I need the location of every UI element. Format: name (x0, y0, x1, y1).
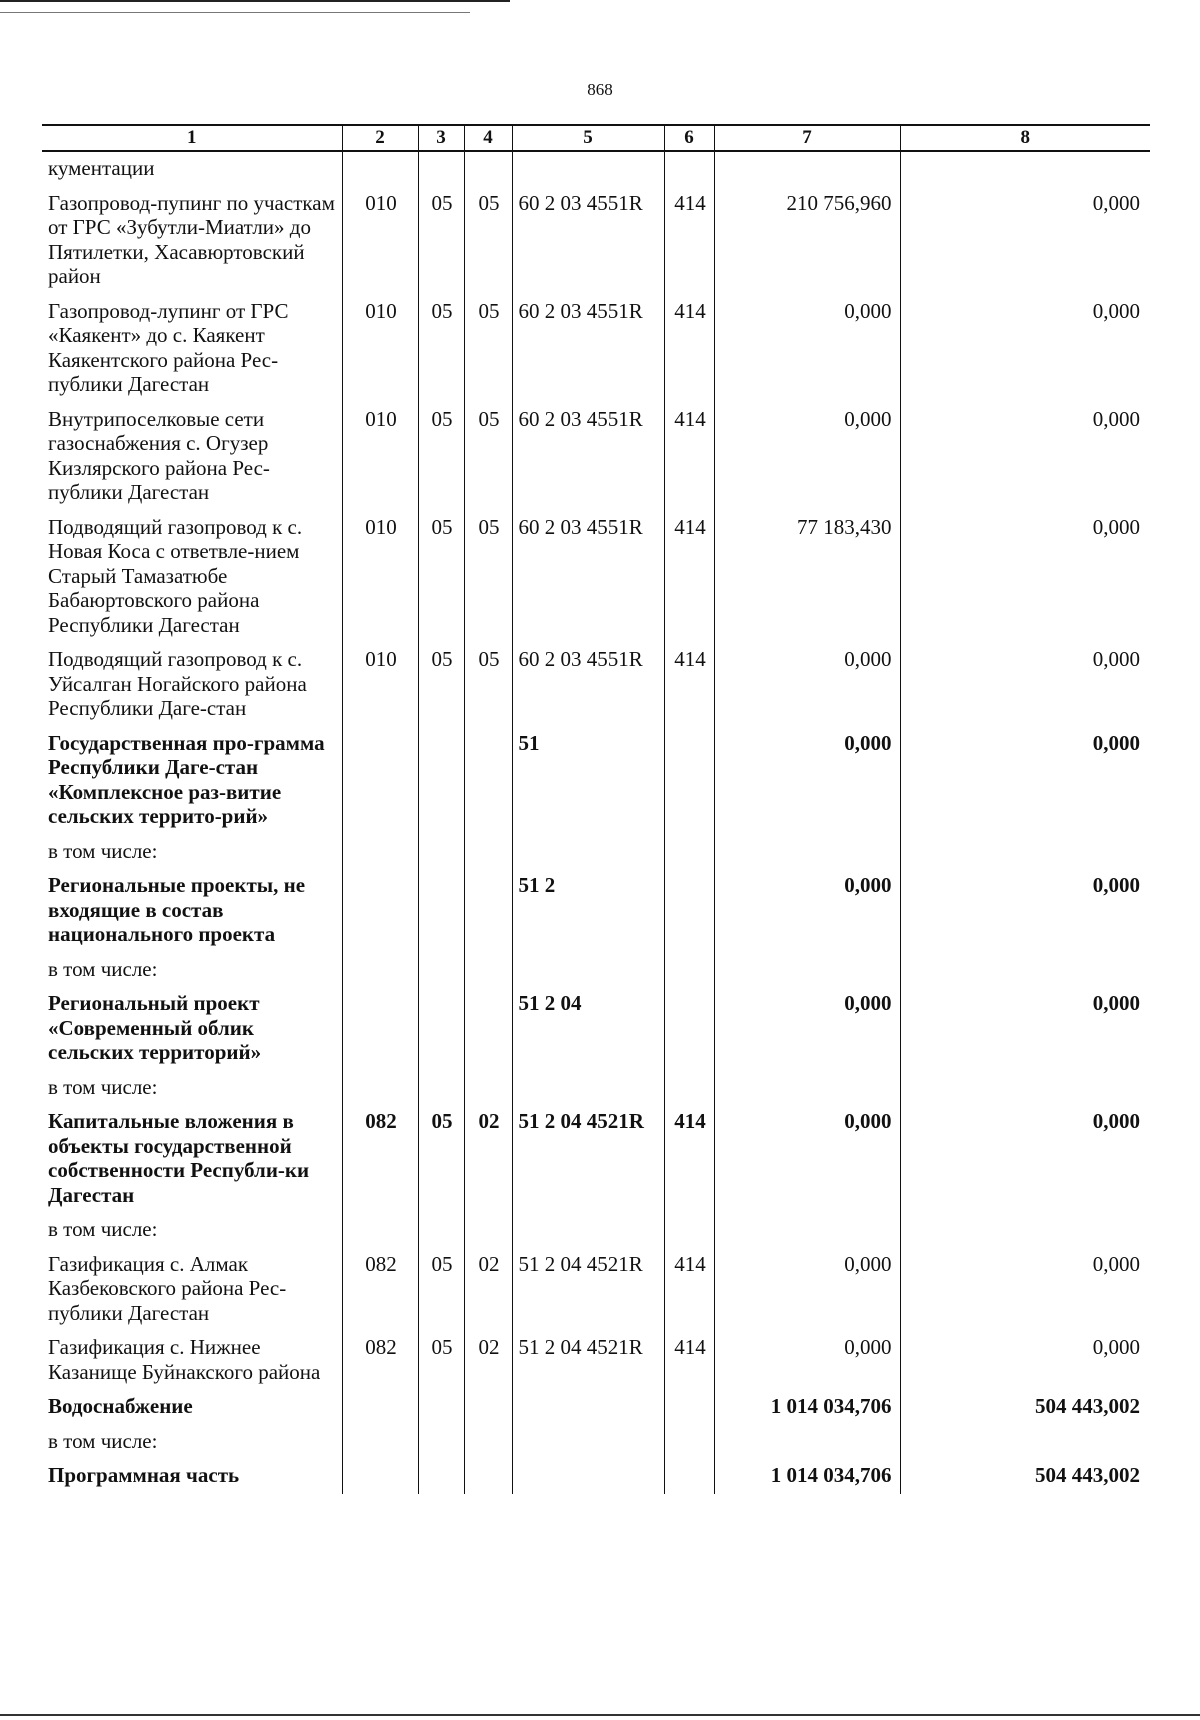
table-row (42, 1390, 1150, 1425)
row-name-cell: Подводящий газопровод к с. Новая Коса с ответвле-нием Старый Тамазатюбе Бабаюртовского района Республики Дагестан (48, 514, 303, 637)
col-2-cell (342, 1213, 418, 1248)
col-3-cell: 05 (418, 1105, 464, 1213)
col-4-cell: 05 (464, 403, 512, 511)
col-3-cell: 05 (418, 1331, 464, 1390)
col-7-cell: 0,000 (714, 643, 900, 727)
budget-table-container (42, 124, 1150, 1494)
col-6-cell (664, 727, 714, 835)
table-row (42, 403, 1150, 511)
row-name-cell: Внутрипоселковые сети газоснабжения с. Огузер Кизлярского района Рес-публики Дагестан (48, 406, 270, 504)
col-2-cell: 082 (342, 1331, 418, 1390)
col-3-cell (418, 869, 464, 953)
table-row (42, 1105, 1150, 1213)
col-2-cell (342, 953, 418, 988)
col-7-cell (714, 1071, 900, 1106)
scan-edge-line (0, 1714, 1200, 1716)
col-3-cell: 05 (418, 511, 464, 644)
col-3-cell (418, 987, 464, 1071)
col-6-cell: 414 (664, 295, 714, 403)
row-name-cell: Водоснабжение (48, 1394, 193, 1418)
page-number: 868 (587, 80, 613, 99)
col-8-cell: 504 443,002 (900, 1459, 1150, 1494)
col-3-cell (418, 151, 464, 187)
table-row (42, 295, 1150, 403)
col-6-cell (664, 953, 714, 988)
col-7-cell: 1 014 034,706 (714, 1459, 900, 1494)
header-col-3: 3 (418, 125, 464, 151)
table-row (42, 953, 1150, 988)
table-row (42, 727, 1150, 835)
col-7-cell: 210 756,960 (714, 187, 900, 295)
col-6-cell (664, 1459, 714, 1494)
row-name-cell: Региональные проекты, не входящие в состав национального проекта (48, 873, 306, 946)
col-8-cell: 0,000 (900, 727, 1150, 835)
col-3-cell: 05 (418, 403, 464, 511)
col-2-cell: 010 (342, 403, 418, 511)
col-4-cell (464, 987, 512, 1071)
col-2-cell (342, 1390, 418, 1425)
table-body (42, 151, 1150, 1494)
col-4-cell (464, 835, 512, 870)
col-3-cell (418, 1425, 464, 1460)
col-4-cell: 02 (464, 1105, 512, 1213)
row-name-cell: в том числе: (48, 1428, 158, 1453)
table-row (42, 987, 1150, 1071)
row-name-cell: в том числе: (48, 1217, 158, 1241)
col-8-cell: 0,000 (900, 187, 1150, 295)
col-2-cell: 082 (342, 1105, 418, 1213)
col-3-cell (418, 835, 464, 870)
col-2-cell: 010 (342, 643, 418, 727)
col-6-cell (664, 1213, 714, 1248)
col-8-cell: 0,000 (900, 1248, 1150, 1332)
table-row (42, 643, 1150, 727)
col-3-cell: 05 (418, 295, 464, 403)
table-row (42, 151, 1150, 187)
col-7-cell (714, 151, 900, 187)
col-5-cell: 60 2 03 4551R (512, 511, 664, 644)
col-5-cell (512, 151, 664, 187)
table-row (42, 1248, 1150, 1332)
col-6-cell: 414 (664, 1105, 714, 1213)
col-4-cell (464, 869, 512, 953)
col-7-cell (714, 1213, 900, 1248)
col-3-cell (418, 1213, 464, 1248)
col-4-cell (464, 1390, 512, 1425)
col-5-cell (512, 835, 664, 870)
col-8-cell: 0,000 (900, 403, 1150, 511)
row-name-cell: Газификация с. Нижнее Казанище Буйнакского района (48, 1335, 321, 1384)
row-name-cell: в том числе: (48, 838, 158, 863)
col-8-cell (900, 1425, 1150, 1460)
col-6-cell: 414 (664, 1248, 714, 1332)
col-7-cell: 0,000 (714, 727, 900, 835)
col-5-cell: 60 2 03 4551R (512, 643, 664, 727)
col-8-cell: 0,000 (900, 643, 1150, 727)
col-4-cell: 05 (464, 295, 512, 403)
col-2-cell (342, 869, 418, 953)
col-7-cell: 1 014 034,706 (714, 1390, 900, 1425)
col-5-cell: 60 2 03 4551R (512, 403, 664, 511)
col-7-cell (714, 953, 900, 988)
col-8-cell: 0,000 (900, 511, 1150, 644)
col-5-cell (512, 953, 664, 988)
col-6-cell (664, 1071, 714, 1106)
col-7-cell: 0,000 (714, 869, 900, 953)
col-6-cell (664, 987, 714, 1071)
col-5-cell (512, 1071, 664, 1106)
col-4-cell (464, 1071, 512, 1106)
row-name-cell: Подводящий газопровод к с. Уйсалган Ногайского района Республики Даге-стан (48, 647, 307, 720)
col-4-cell (464, 1213, 512, 1248)
row-name-cell: Капитальные вложения в объекты государственной собственности Республи-ки Дагестан (48, 1109, 310, 1207)
col-2-cell (342, 1425, 418, 1460)
col-4-cell: 05 (464, 511, 512, 644)
col-2-cell (342, 727, 418, 835)
col-3-cell: 05 (418, 1248, 464, 1332)
header-col-1: 1 (42, 125, 342, 151)
col-2-cell (342, 987, 418, 1071)
col-5-cell (512, 1390, 664, 1425)
col-5-cell (512, 1213, 664, 1248)
row-name-cell: Газификация с. Алмак Казбековского района Рес-публики Дагестан (48, 1251, 287, 1325)
col-7-cell: 0,000 (714, 1248, 900, 1332)
col-8-cell: 0,000 (900, 987, 1150, 1071)
col-8-cell: 0,000 (900, 1105, 1150, 1213)
col-4-cell (464, 1459, 512, 1494)
col-4-cell: 02 (464, 1248, 512, 1332)
col-8-cell: 0,000 (900, 869, 1150, 953)
header-col-7: 7 (714, 125, 900, 151)
col-8-cell (900, 1071, 1150, 1106)
col-8-cell (900, 1213, 1150, 1248)
col-3-cell: 05 (418, 643, 464, 727)
col-7-cell: 0,000 (714, 295, 900, 403)
table-row (42, 1459, 1150, 1494)
col-7-cell (714, 1425, 900, 1460)
col-5-cell (512, 1459, 664, 1494)
col-8-cell: 0,000 (900, 295, 1150, 403)
row-name-cell: в том числе: (48, 1074, 158, 1099)
header-col-8: 8 (900, 125, 1150, 151)
header-row (42, 125, 1150, 151)
col-5-cell: 51 2 04 4521R (512, 1105, 664, 1213)
col-8-cell: 504 443,002 (900, 1390, 1150, 1425)
scan-edge-line (0, 12, 470, 13)
col-4-cell (464, 1425, 512, 1460)
row-name-cell: Программная часть (48, 1463, 240, 1487)
col-7-cell: 0,000 (714, 987, 900, 1071)
col-4-cell: 05 (464, 643, 512, 727)
col-6-cell: 414 (664, 643, 714, 727)
col-4-cell (464, 953, 512, 988)
col-2-cell: 010 (342, 295, 418, 403)
col-4-cell (464, 727, 512, 835)
col-5-cell (512, 1425, 664, 1460)
col-7-cell: 77 183,430 (714, 511, 900, 644)
header-col-6: 6 (664, 125, 714, 151)
table-row (42, 1213, 1150, 1248)
col-2-cell (342, 151, 418, 187)
col-8-cell (900, 151, 1150, 187)
col-2-cell (342, 1071, 418, 1106)
col-6-cell (664, 151, 714, 187)
header-col-4: 4 (464, 125, 512, 151)
col-6-cell: 414 (664, 1331, 714, 1390)
col-6-cell (664, 869, 714, 953)
col-8-cell (900, 835, 1150, 870)
col-3-cell (418, 1071, 464, 1106)
col-7-cell: 0,000 (714, 1105, 900, 1213)
col-8-cell: 0,000 (900, 1331, 1150, 1390)
col-6-cell (664, 1390, 714, 1425)
col-3-cell (418, 1390, 464, 1425)
col-3-cell (418, 953, 464, 988)
col-7-cell: 0,000 (714, 1331, 900, 1390)
header-col-5: 5 (512, 125, 664, 151)
col-6-cell: 414 (664, 187, 714, 295)
col-6-cell (664, 1425, 714, 1460)
table-row (42, 835, 1150, 870)
col-2-cell: 082 (342, 1248, 418, 1332)
table-row (42, 1071, 1150, 1106)
col-3-cell (418, 727, 464, 835)
table-row (42, 511, 1150, 644)
col-3-cell (418, 1459, 464, 1494)
row-name-cell: Региональный проект «Современный облик сельских территорий» (48, 991, 262, 1064)
table-row (42, 1331, 1150, 1390)
col-2-cell: 010 (342, 187, 418, 295)
col-6-cell (664, 835, 714, 870)
row-name-cell: в том числе: (48, 956, 158, 981)
col-4-cell (464, 151, 512, 187)
col-5-cell: 60 2 03 4551R (512, 295, 664, 403)
scan-edge-line (0, 0, 510, 2)
col-4-cell: 05 (464, 187, 512, 295)
col-2-cell (342, 835, 418, 870)
header-col-2: 2 (342, 125, 418, 151)
col-5-cell: 51 2 04 4521R (512, 1248, 664, 1332)
col-4-cell: 02 (464, 1331, 512, 1390)
col-6-cell: 414 (664, 403, 714, 511)
row-name-cell: Газопровод-лупинг от ГРС «Каякент» до с. Каякент Каякентского района Рес-публики Дагестан (48, 298, 289, 396)
col-7-cell (714, 835, 900, 870)
col-5-cell: 51 2 (512, 869, 664, 953)
col-5-cell: 51 (512, 727, 664, 835)
col-5-cell: 51 2 04 (512, 987, 664, 1071)
col-2-cell: 010 (342, 511, 418, 644)
table-row (42, 869, 1150, 953)
col-7-cell: 0,000 (714, 403, 900, 511)
col-8-cell (900, 953, 1150, 988)
col-6-cell: 414 (664, 511, 714, 644)
row-name-cell: кументации (48, 156, 155, 180)
table-row (42, 187, 1150, 295)
table-row (42, 1425, 1150, 1460)
col-5-cell: 60 2 03 4551R (512, 187, 664, 295)
col-5-cell: 51 2 04 4521R (512, 1331, 664, 1390)
row-name-cell: Государственная про-грамма Республики Даге-стан «Комплексное раз-витие сельских террито-рий» (48, 730, 325, 828)
budget-table (42, 124, 1150, 1494)
row-name-cell: Газопровод-пупинг по участкам от ГРС «Зубутли-Миатли» до Пятилетки, Хасавюртовский район (48, 190, 335, 288)
col-2-cell (342, 1459, 418, 1494)
col-3-cell: 05 (418, 187, 464, 295)
